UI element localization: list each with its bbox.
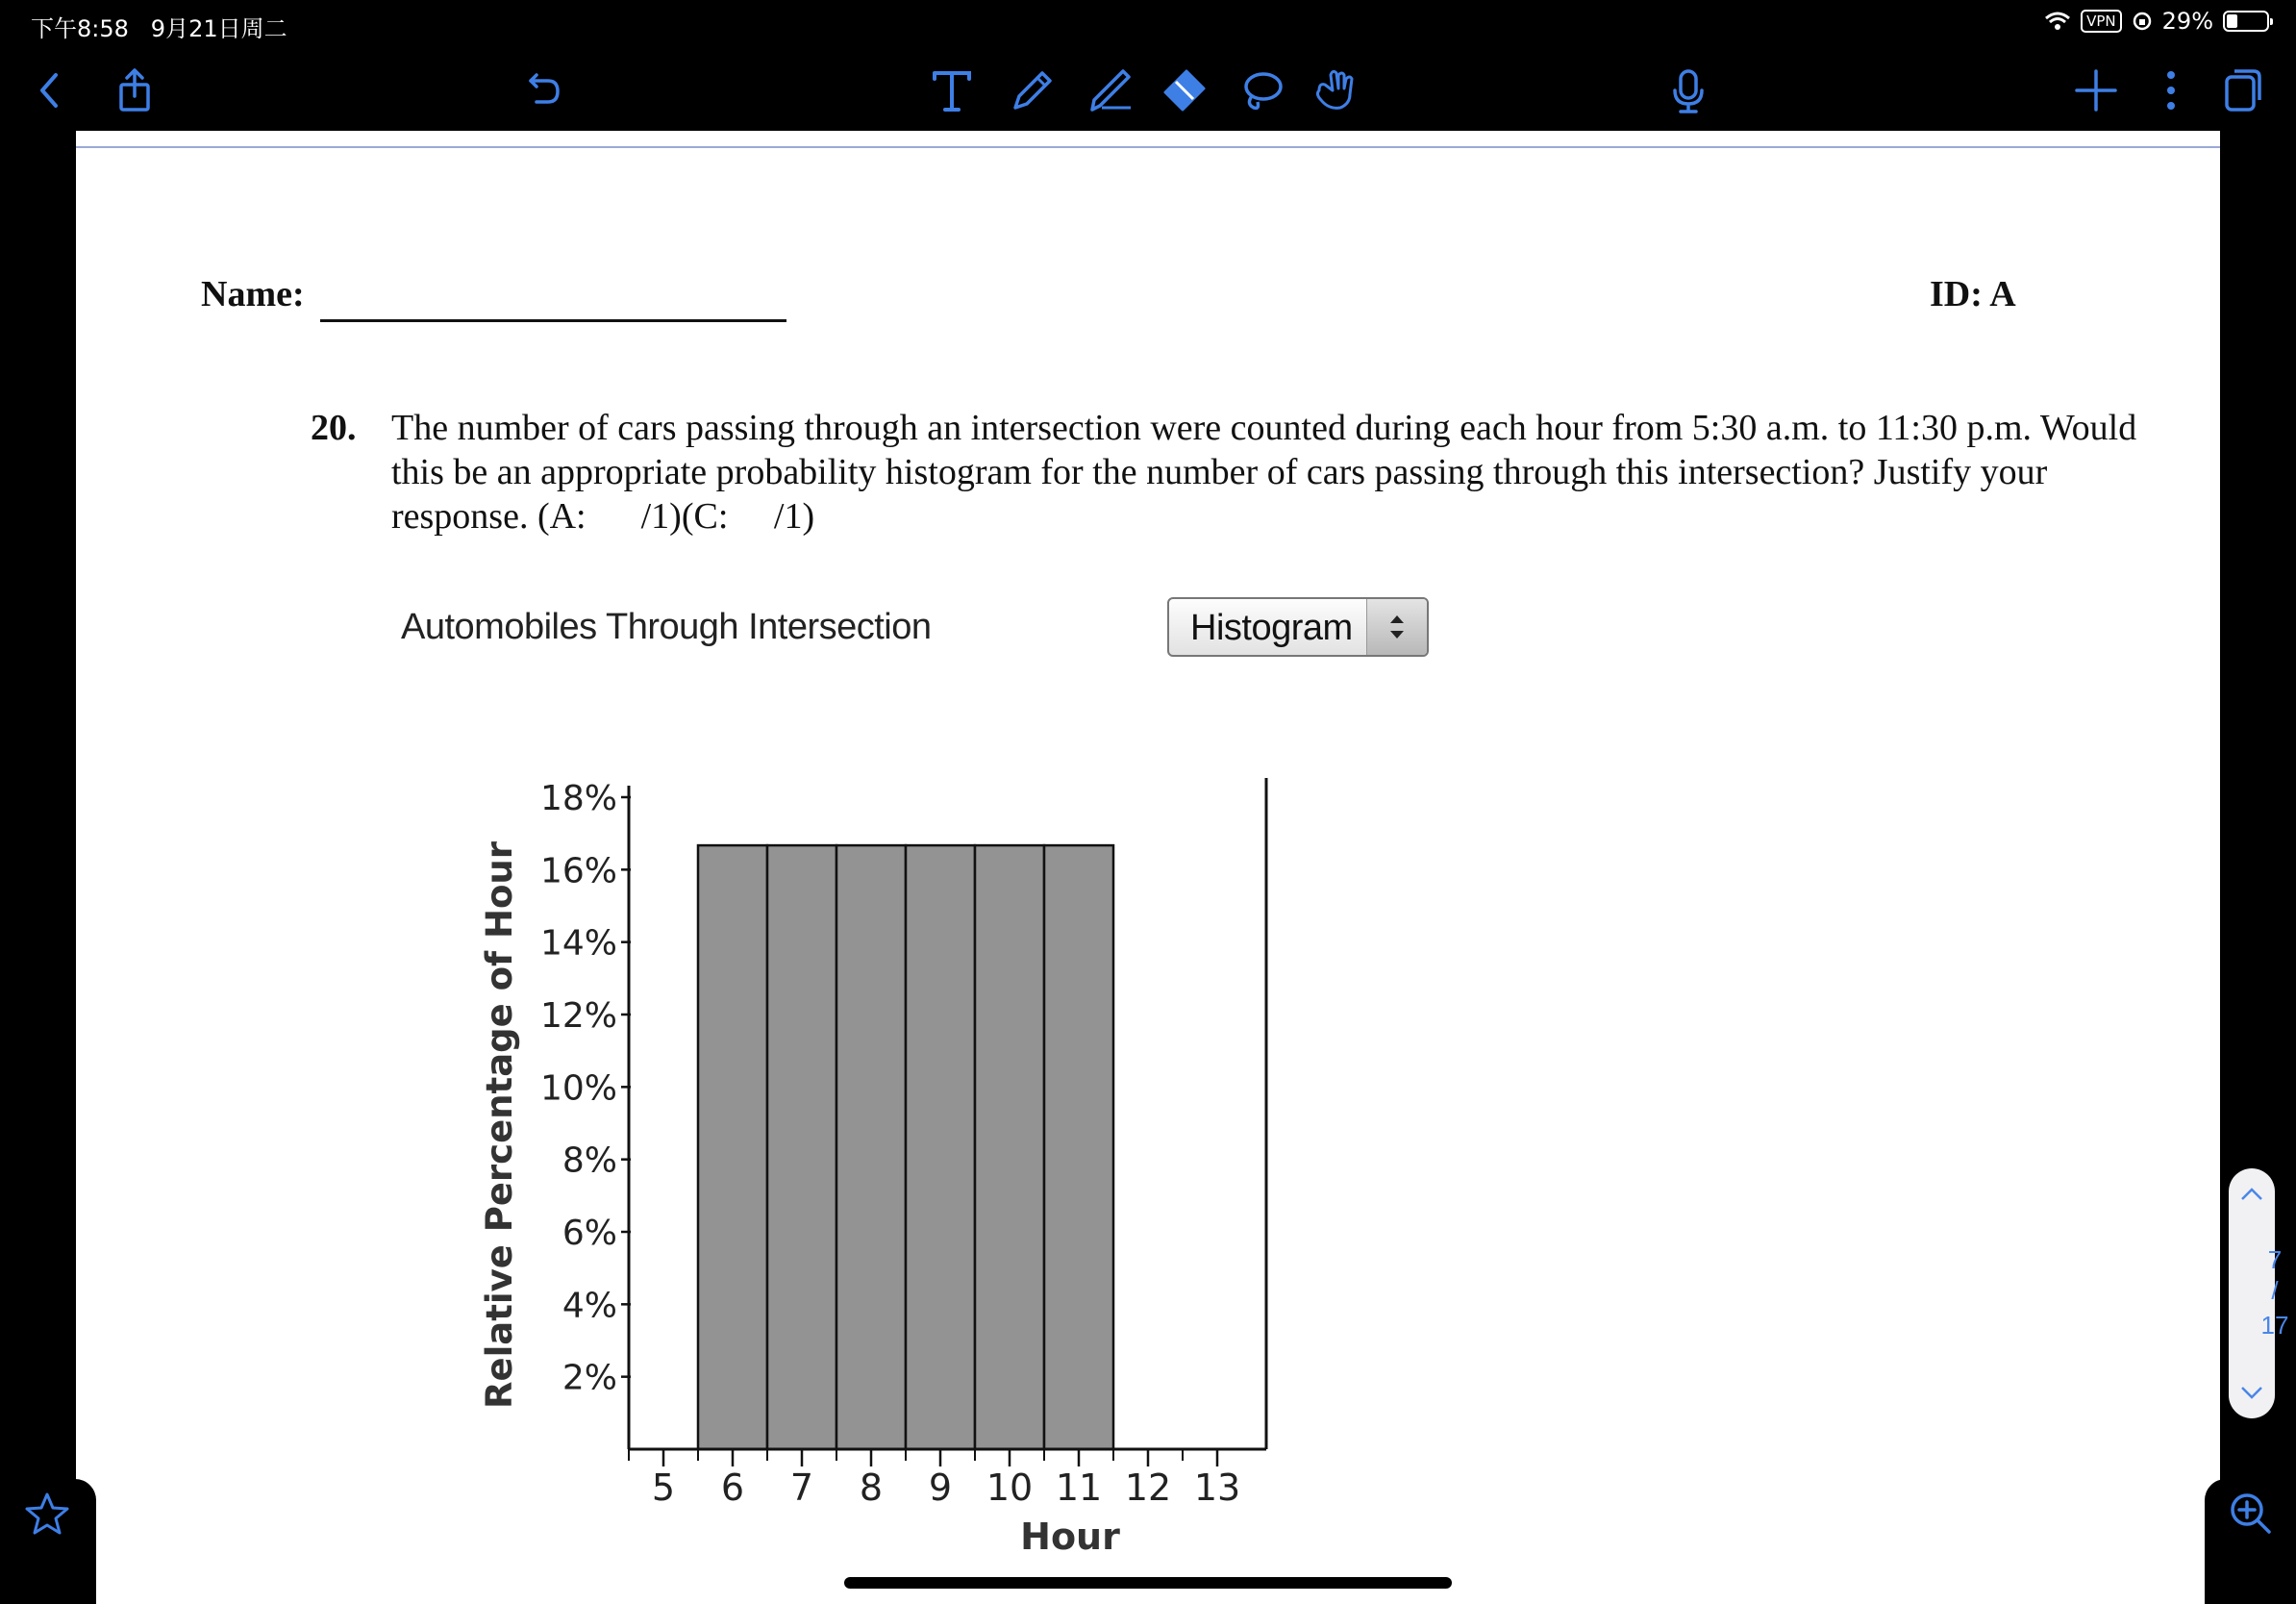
current-page: 7	[2267, 1245, 2283, 1274]
pen-icon[interactable]	[1002, 60, 1063, 121]
total-pages: 17	[2260, 1311, 2289, 1340]
star-icon[interactable]	[23, 1491, 71, 1539]
y-axis-label: Relative Percentage of Hour	[479, 840, 520, 1410]
y-tick-label: 6%	[562, 1214, 617, 1253]
x-tick-label: 5	[651, 1466, 676, 1509]
x-tick-label: 6	[720, 1466, 745, 1509]
pages-icon[interactable]	[2211, 60, 2273, 121]
toolbar	[0, 48, 2296, 131]
histogram-bar-6	[698, 845, 767, 1449]
status-right	[2044, 8, 2269, 35]
chevron-up-icon[interactable]	[2238, 1182, 2265, 1209]
rotation-lock-icon	[2132, 11, 2153, 32]
vpn-badge: VPN	[2081, 10, 2122, 33]
document-page[interactable]	[76, 131, 2220, 1604]
chevron-down-icon[interactable]	[2238, 1378, 2265, 1405]
page-separator: /	[2271, 1276, 2279, 1305]
y-tick-label: 2%	[562, 1358, 617, 1398]
chart-type-select-label: Histogram	[1190, 608, 1353, 648]
y-tick-label: 14%	[539, 923, 617, 964]
chart-title: Automobiles Through Intersection	[401, 607, 932, 647]
name-label: Name:	[201, 274, 305, 314]
page-top-rule	[76, 146, 2220, 148]
y-tick-label: 18%	[539, 779, 617, 818]
x-tick-label: 8	[859, 1466, 884, 1509]
text-tool-icon[interactable]	[921, 60, 983, 121]
y-tick-label: 12%	[539, 996, 617, 1036]
status-bar	[0, 0, 2296, 48]
home-indicator	[844, 1577, 1452, 1589]
back-icon[interactable]	[19, 60, 81, 121]
battery-icon	[2223, 11, 2269, 32]
y-tick-label: 16%	[539, 851, 617, 891]
x-tick-label: 9	[928, 1466, 953, 1509]
battery-percent: 29%	[2161, 8, 2213, 35]
histogram-bar-10	[975, 845, 1044, 1449]
x-tick-label: 12	[1124, 1466, 1172, 1509]
status-date: 9月21日周二	[150, 15, 287, 42]
eraser-icon[interactable]	[1154, 60, 1215, 121]
favorites-panel	[0, 1479, 96, 1604]
lasso-icon[interactable]	[1231, 60, 1292, 121]
histogram-bar-7	[767, 845, 836, 1449]
share-icon[interactable]	[104, 60, 165, 121]
x-tick-label: 13	[1193, 1466, 1241, 1509]
chart-type-select[interactable]	[1167, 597, 1429, 657]
question-number: 20.	[311, 408, 357, 448]
x-tick-label: 7	[789, 1466, 814, 1509]
question-text: The number of cars passing through an intersection were counted during each hour from 5:30 a.m. to 11:30 p.m. Would this be an appropriate probability histogram for the number of cars passing through this intersection? Justify your response. (A: /1)(C: /1)	[391, 408, 2137, 537]
x-tick-label: 11	[1055, 1466, 1103, 1509]
histogram-bar-11	[1044, 845, 1113, 1449]
name-line	[320, 319, 786, 322]
undo-icon[interactable]	[512, 60, 573, 121]
status-time: 下午8:58	[31, 15, 129, 42]
histogram-bar-9	[906, 845, 975, 1449]
y-tick-label: 8%	[562, 1140, 617, 1181]
histogram-bar-8	[836, 845, 906, 1449]
zoom-panel	[2205, 1479, 2296, 1604]
more-icon[interactable]	[2140, 60, 2202, 121]
zoom-in-icon[interactable]	[2226, 1489, 2274, 1537]
x-axis-label: Hour	[1020, 1516, 1120, 1558]
y-tick-label: 10%	[539, 1068, 617, 1109]
hand-gesture-icon[interactable]	[1304, 60, 1365, 121]
select-arrows-icon	[1366, 599, 1427, 655]
page-navigator[interactable]	[2229, 1168, 2289, 1418]
status-time-date	[31, 10, 287, 43]
id-label: ID: A	[1930, 274, 2016, 314]
histogram-chart	[384, 650, 1537, 1592]
microphone-icon[interactable]	[1658, 60, 1719, 121]
wifi-icon	[2044, 11, 2071, 32]
x-tick-label: 10	[986, 1466, 1034, 1509]
add-icon[interactable]	[2065, 60, 2127, 121]
y-tick-label: 4%	[562, 1286, 617, 1326]
highlighter-icon[interactable]	[1081, 60, 1142, 121]
